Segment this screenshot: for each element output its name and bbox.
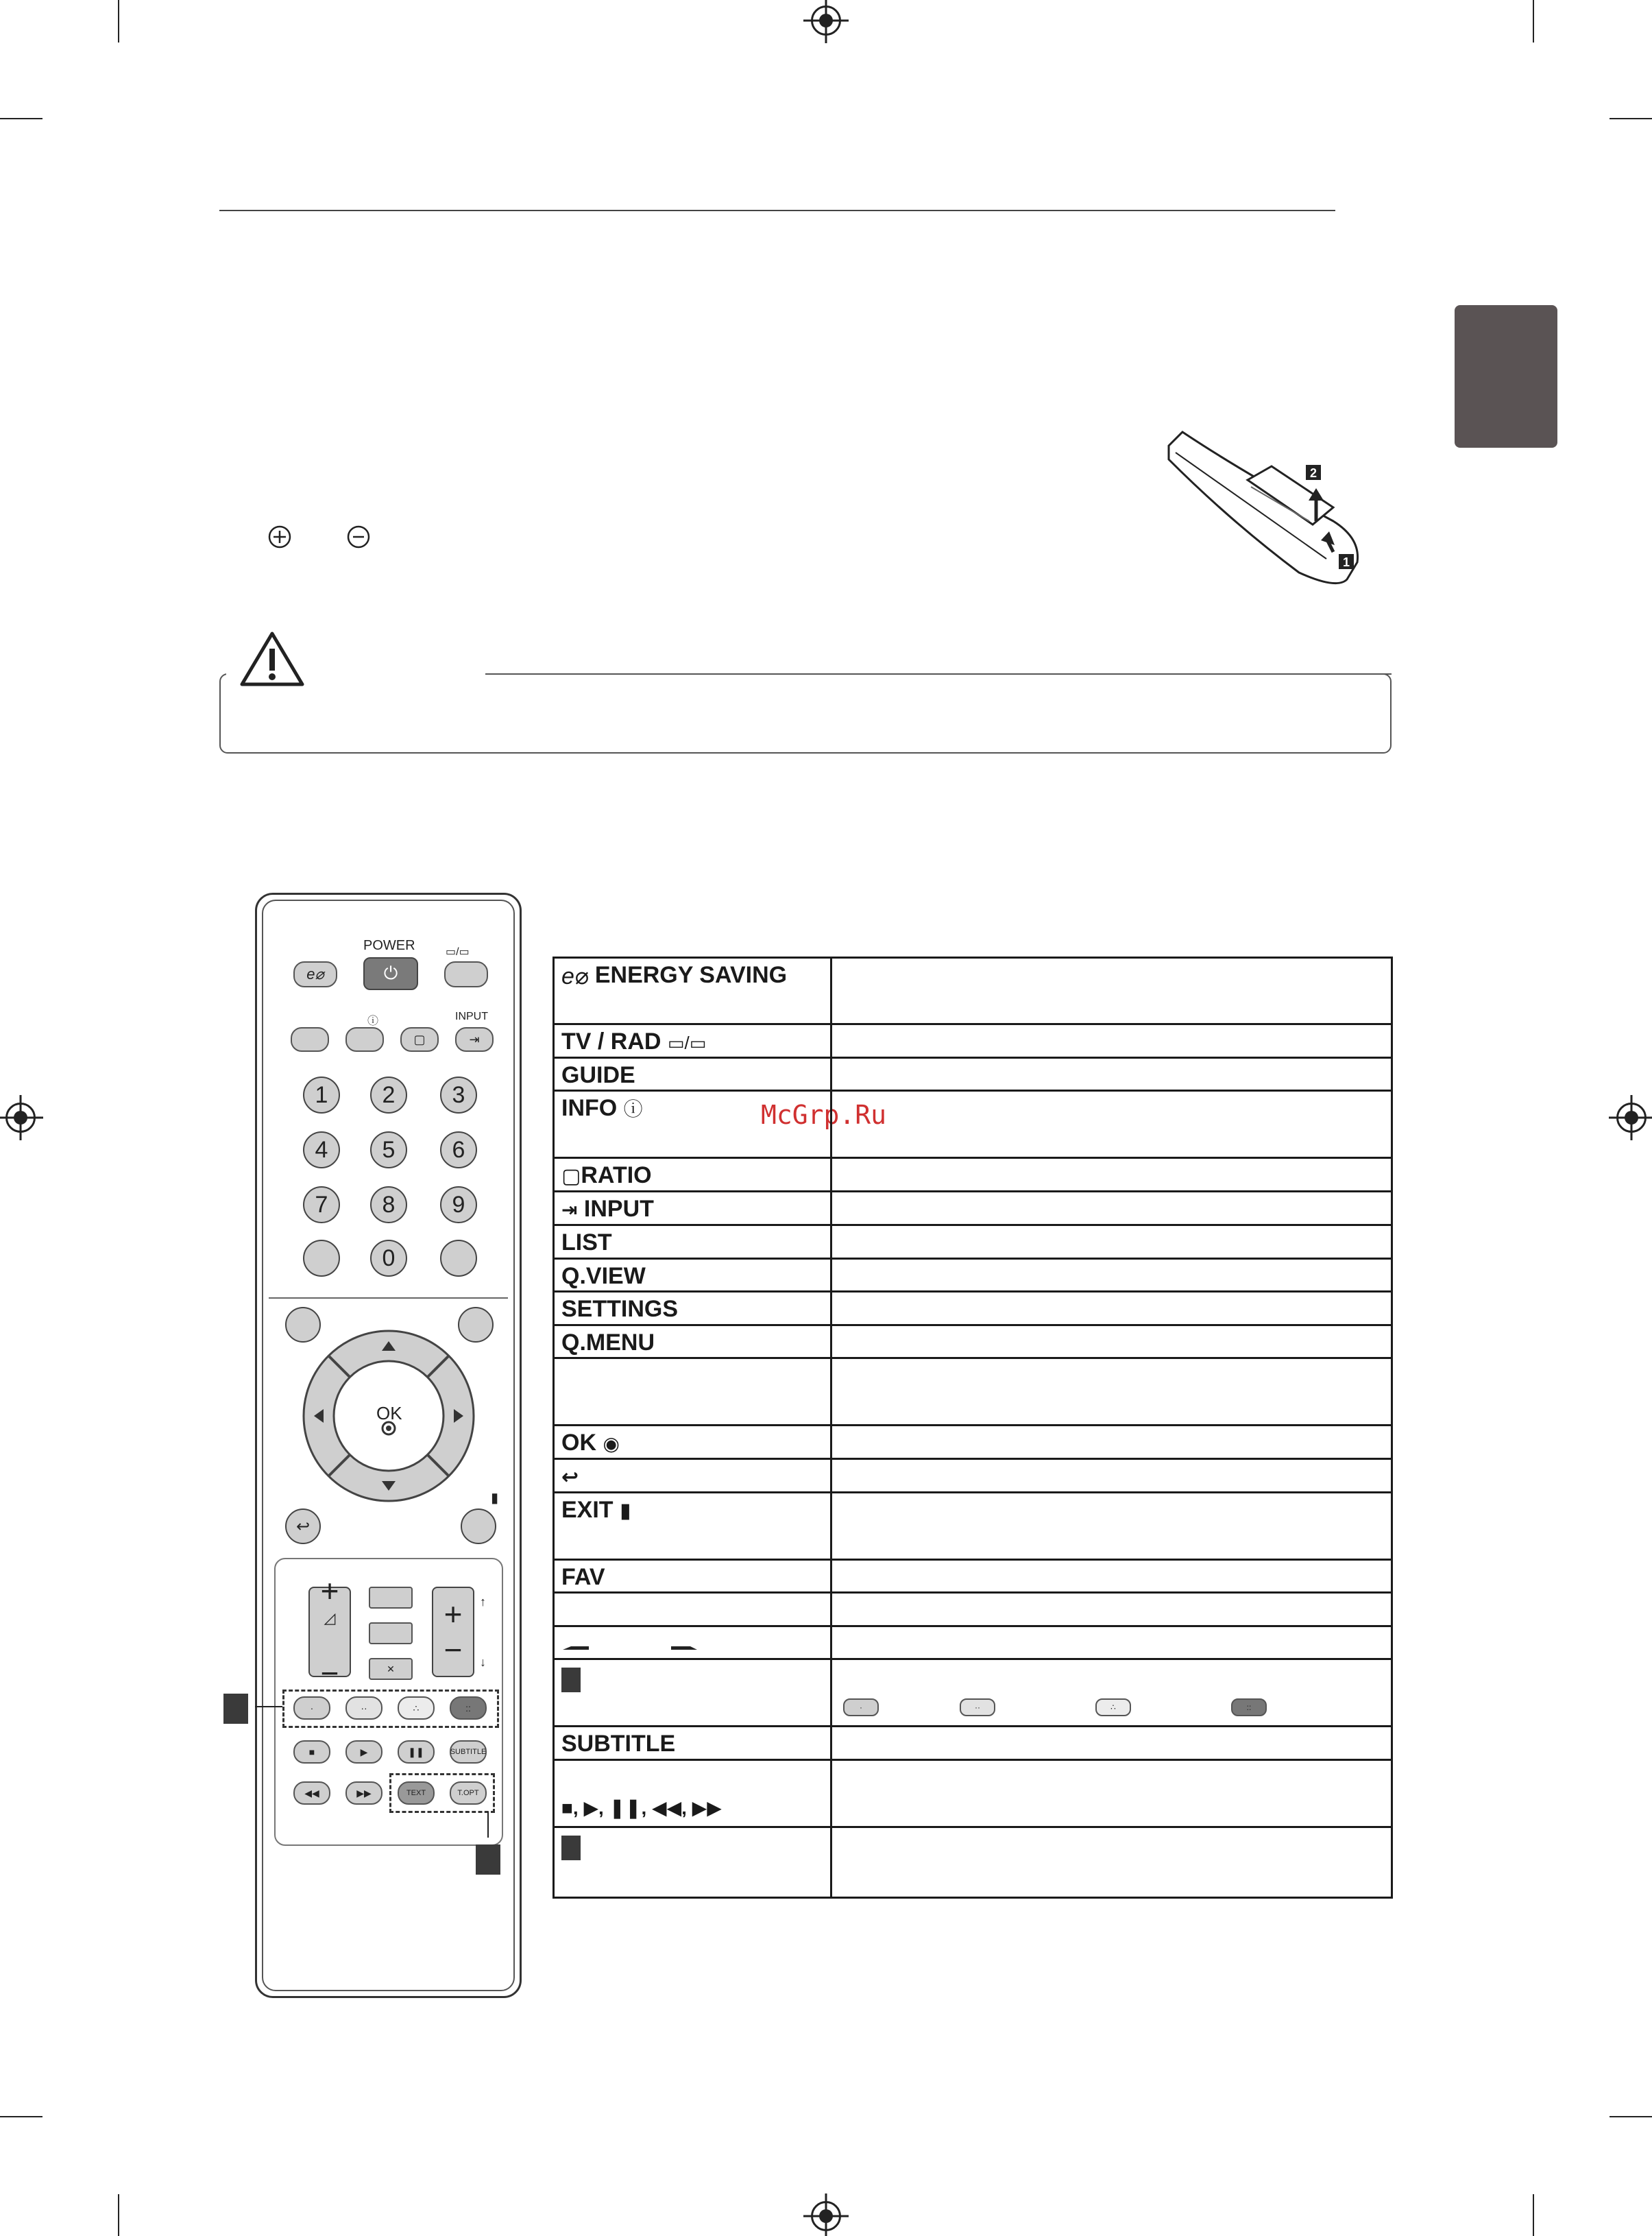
key-label: RATIO (581, 1162, 652, 1189)
yellow-key-icon: ∴ (1095, 1698, 1131, 1716)
key-cell: Q.MENU (554, 1325, 831, 1358)
power-button[interactable]: ⏻ (363, 957, 418, 990)
registration-mark-icon (5, 1103, 36, 1133)
registration-mark-icon (811, 2201, 841, 2231)
key-label: TV / RAD (561, 1029, 661, 1055)
table-row (554, 1091, 1392, 1158)
yellow-key[interactable]: ∴ (398, 1696, 435, 1720)
volume-rocker[interactable]: + ◿ − (308, 1587, 351, 1677)
crop-mark (118, 0, 119, 43)
key-cell (554, 1459, 831, 1493)
description-cell (831, 1225, 1392, 1259)
number-5-button[interactable]: 5 (370, 1131, 407, 1168)
description-cell (831, 1192, 1392, 1225)
description-cell (831, 1325, 1392, 1358)
key-cell: SETTINGS (554, 1292, 831, 1325)
table-row (554, 1459, 1392, 1493)
key-cell (554, 1760, 831, 1827)
tv-rad-button[interactable] (444, 961, 488, 987)
table-row (554, 1024, 1392, 1058)
table-row (554, 1158, 1392, 1192)
input-label: INPUT (455, 1011, 488, 1022)
description-cell (831, 1626, 1392, 1659)
playback-icons: ■, ▶, ❚❚, ◀◀, ▶▶ (561, 1797, 722, 1819)
exit-glyph: ▮ (491, 1491, 499, 1506)
guide-button[interactable] (291, 1027, 329, 1052)
key-cell (554, 1493, 831, 1560)
blue-key-icon: :: (1231, 1698, 1267, 1716)
key-cell: FAV (554, 1560, 831, 1593)
crop-mark (118, 2194, 119, 2236)
table-row (554, 1426, 1392, 1459)
key-label: INFO (561, 1095, 618, 1122)
info-icon: ⓘ (623, 1098, 643, 1120)
back-icon: ↩ (561, 1466, 579, 1489)
page-arrows-icon (561, 1635, 699, 1655)
table-row (554, 1292, 1392, 1325)
tv-rad-glyph: ▭/▭ (446, 946, 470, 958)
table-row (554, 1626, 1392, 1659)
number-7-button[interactable]: 7 (303, 1186, 340, 1223)
description-cell (831, 1493, 1392, 1560)
key-cell (554, 1192, 831, 1225)
description-cell (831, 1593, 1392, 1626)
key-cell (554, 1024, 831, 1058)
blue-key[interactable]: :: (450, 1696, 487, 1720)
ok-icon: ◉ (603, 1433, 620, 1455)
description-cell (831, 1158, 1392, 1192)
stop-button[interactable]: ■ (293, 1740, 330, 1764)
crop-mark (1610, 118, 1652, 119)
crop-mark (1533, 2194, 1534, 2236)
text-button[interactable]: TEXT (398, 1781, 435, 1805)
energy-saving-button[interactable]: e⌀ (293, 961, 337, 987)
number-1-button[interactable]: 1 (303, 1077, 340, 1114)
callout-line (487, 1812, 489, 1838)
key-label: EXIT (561, 1497, 614, 1524)
description-cell (831, 1760, 1392, 1827)
key-cell: GUIDE (554, 1058, 831, 1091)
key-cell: Q.VIEW (554, 1259, 831, 1292)
remote-control (255, 893, 522, 1998)
mute-button[interactable]: ✕ (369, 1658, 413, 1680)
number-2-button[interactable]: 2 (370, 1077, 407, 1114)
key-cell (554, 958, 831, 1024)
key-cell (554, 1593, 831, 1626)
table-row (554, 1259, 1392, 1292)
key-cell (554, 1091, 831, 1158)
description-cell (831, 1091, 1392, 1158)
key-cell: LIST (554, 1225, 831, 1259)
list-button[interactable] (303, 1240, 340, 1277)
description-cell (831, 1259, 1392, 1292)
ratio-icon: ▢ (561, 1165, 581, 1188)
table-row (554, 1560, 1392, 1593)
number-3-button[interactable]: 3 (440, 1077, 477, 1114)
number-4-button[interactable]: 4 (303, 1131, 340, 1168)
crop-mark (0, 118, 42, 119)
table-row (554, 1225, 1392, 1259)
red-key[interactable]: · (293, 1696, 330, 1720)
separator (269, 1297, 508, 1299)
battery-cover-illustration (1162, 425, 1368, 597)
input-icon: ⇥ (561, 1199, 578, 1221)
table-row (554, 1192, 1392, 1225)
back-button[interactable]: ↩ (285, 1508, 321, 1544)
tv-radio-icon: ▭/▭ (667, 1033, 707, 1054)
fast-forward-button[interactable]: ▶▶ (345, 1781, 382, 1805)
table-row (554, 1493, 1392, 1560)
info-button[interactable] (345, 1027, 384, 1052)
key-label: INPUT (583, 1196, 654, 1223)
table-row (554, 1358, 1392, 1426)
key-cell: SUBTITLE (554, 1727, 831, 1760)
play-button[interactable]: ▶ (345, 1740, 382, 1764)
svg-text:2: 2 (1309, 466, 1317, 480)
qview-button[interactable] (440, 1240, 477, 1277)
description-cell (831, 1358, 1392, 1426)
registration-mark-icon (1616, 1103, 1647, 1133)
eco-icon: e⌀ (561, 963, 589, 990)
chapter-tab (1455, 305, 1557, 448)
table-row (554, 1593, 1392, 1626)
table-row (554, 1727, 1392, 1760)
key-cell (554, 1358, 831, 1426)
crop-mark (0, 2116, 42, 2117)
key-label: OK (561, 1430, 596, 1456)
marker-icon (561, 1836, 581, 1860)
description-cell (831, 1727, 1392, 1760)
description-cell (831, 958, 1392, 1024)
table-row (554, 958, 1392, 1024)
number-9-button[interactable]: 9 (440, 1186, 477, 1223)
caution-rule (485, 673, 1392, 675)
key-cell (554, 1659, 831, 1727)
description-cell (831, 1459, 1392, 1493)
3d-button[interactable] (369, 1622, 413, 1644)
table-row (554, 1827, 1392, 1898)
key-cell (554, 1626, 831, 1659)
info-glyph: ⓘ (367, 1015, 379, 1027)
description-cell (831, 1827, 1392, 1898)
callout-marker-2 (476, 1844, 500, 1875)
crop-mark (1533, 0, 1534, 43)
key-label: ENERGY SAVING (594, 962, 788, 988)
svg-text:1: 1 (1342, 555, 1350, 569)
description-cell (831, 1058, 1392, 1091)
description-cell (831, 1024, 1392, 1058)
key-cell (554, 1158, 831, 1192)
fav-button[interactable] (369, 1587, 413, 1609)
red-key-icon: · (843, 1698, 879, 1716)
table-row (554, 1325, 1392, 1358)
pause-button[interactable]: ❚❚ (398, 1740, 435, 1764)
plus-polarity-icon (267, 525, 292, 549)
channel-rocker[interactable]: + − (432, 1587, 474, 1677)
crop-mark (1610, 2116, 1652, 2117)
exit-button[interactable] (461, 1508, 496, 1544)
description-cell (831, 1426, 1392, 1459)
ok-label: OK (376, 1403, 402, 1423)
warning-triangle-icon (240, 631, 305, 687)
rewind-button[interactable]: ◀◀ (293, 1781, 330, 1805)
table-row (554, 1760, 1392, 1827)
description-cell (831, 1292, 1392, 1325)
number-8-button[interactable]: 8 (370, 1186, 407, 1223)
callout-line (255, 1706, 282, 1707)
input-button[interactable]: ⇥ (455, 1027, 494, 1052)
ratio-button[interactable]: ▢ (400, 1027, 439, 1052)
key-cell (554, 1827, 831, 1898)
watermark: McGrp.Ru (761, 1100, 887, 1130)
number-0-button[interactable]: 0 (370, 1240, 407, 1277)
green-key[interactable]: ·· (345, 1696, 382, 1720)
registration-mark-icon (811, 5, 841, 36)
number-6-button[interactable]: 6 (440, 1131, 477, 1168)
key-cell (554, 1426, 831, 1459)
power-label: POWER (363, 938, 415, 953)
description-cell (831, 1560, 1392, 1593)
subtitle-button[interactable]: SUBTITLE (450, 1740, 487, 1764)
table-row (554, 1659, 1392, 1727)
table-row (554, 1058, 1392, 1091)
topt-button[interactable]: T.OPT (450, 1781, 487, 1805)
page-down-glyph: ↓ (480, 1655, 486, 1669)
page-up-glyph: ↑ (480, 1595, 486, 1609)
marker-icon (561, 1668, 581, 1692)
green-key-icon: ·· (960, 1698, 995, 1716)
header-rule (219, 210, 1335, 211)
callout-marker-1 (223, 1694, 248, 1724)
key-description-table (552, 957, 1393, 1899)
minus-polarity-icon (346, 525, 371, 549)
exit-icon: ▮ (620, 1500, 631, 1523)
description-cell (831, 1659, 1392, 1727)
